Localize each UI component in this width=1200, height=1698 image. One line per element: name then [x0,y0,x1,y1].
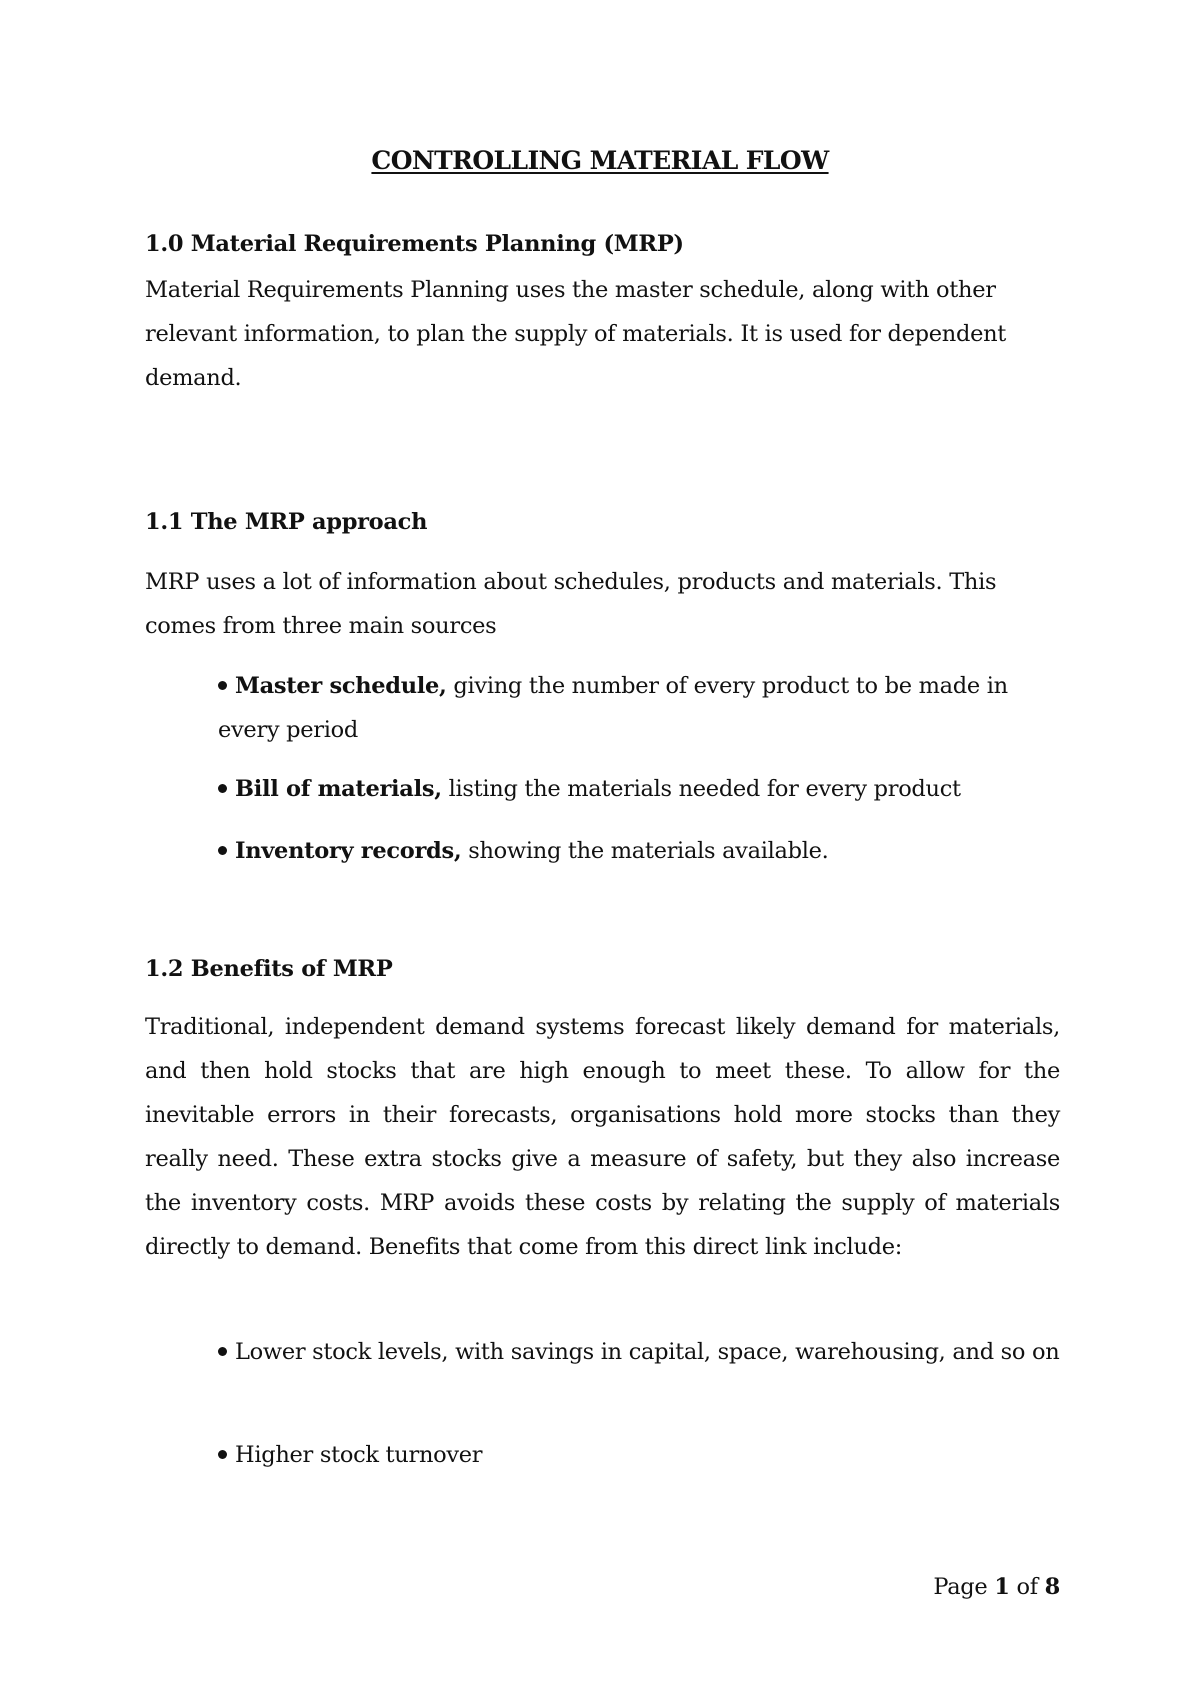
section-paragraph: Material Requirements Planning uses the master schedule, along with other relevant information, to plan the supply of materials. It is used for dependent demand. [145,277,1007,391]
document-title: CONTROLLING MATERIAL FLOW [371,146,829,175]
section-paragraph: Traditional, independent demand systems forecast likely demand for materials, and then hold stocks that are high enough to meet these. To allow for the inevitable errors in their forecasts, organisations hold more stocks than they really need. These extra stocks give a measure of safety, but they also increase the inventory costs. MRP avoids these costs by relating the supply of materials directly to demand. Benefits that come from this direct link include: [145,1014,1060,1260]
bullet-text: listing the materials needed for every product [441,776,961,802]
bullet-text: showing the materials available. [461,838,829,864]
bullet-term: Master schedule, [235,673,447,699]
bullet-icon [218,1347,227,1356]
section-heading: 1.0 Material Requirements Planning (MRP) [145,231,684,257]
bullet-text: Higher stock turnover [235,1442,483,1468]
section-paragraph: MRP uses a lot of information about schedules, products and materials. This comes from three main sources [145,569,997,639]
page-number [933,1574,1060,1600]
list-item [218,1330,1060,1374]
section-heading: 1.2 Benefits of MRP [145,956,393,982]
list-item [218,829,1060,873]
of-label: of [1016,1574,1038,1600]
list-item [218,1433,1060,1477]
page-label: Page [933,1574,988,1600]
bullet-icon [218,1450,227,1459]
bullet-icon [218,784,227,793]
bullet-text: Lower stock levels, with savings in capital, space, warehousing, and so on [235,1339,1060,1365]
bullet-term: Bill of materials, [235,776,442,802]
bullet-term: Inventory records, [235,838,462,864]
list-item [218,664,1060,752]
list-item [218,767,1060,811]
bullet-icon [218,681,227,690]
bullet-icon [218,846,227,855]
section-heading: 1.1 The MRP approach [145,509,428,535]
current-page: 1 [994,1574,1010,1600]
total-pages: 8 [1044,1574,1060,1600]
bullet-text: giving the number of every product to be made in every period [218,673,1008,743]
